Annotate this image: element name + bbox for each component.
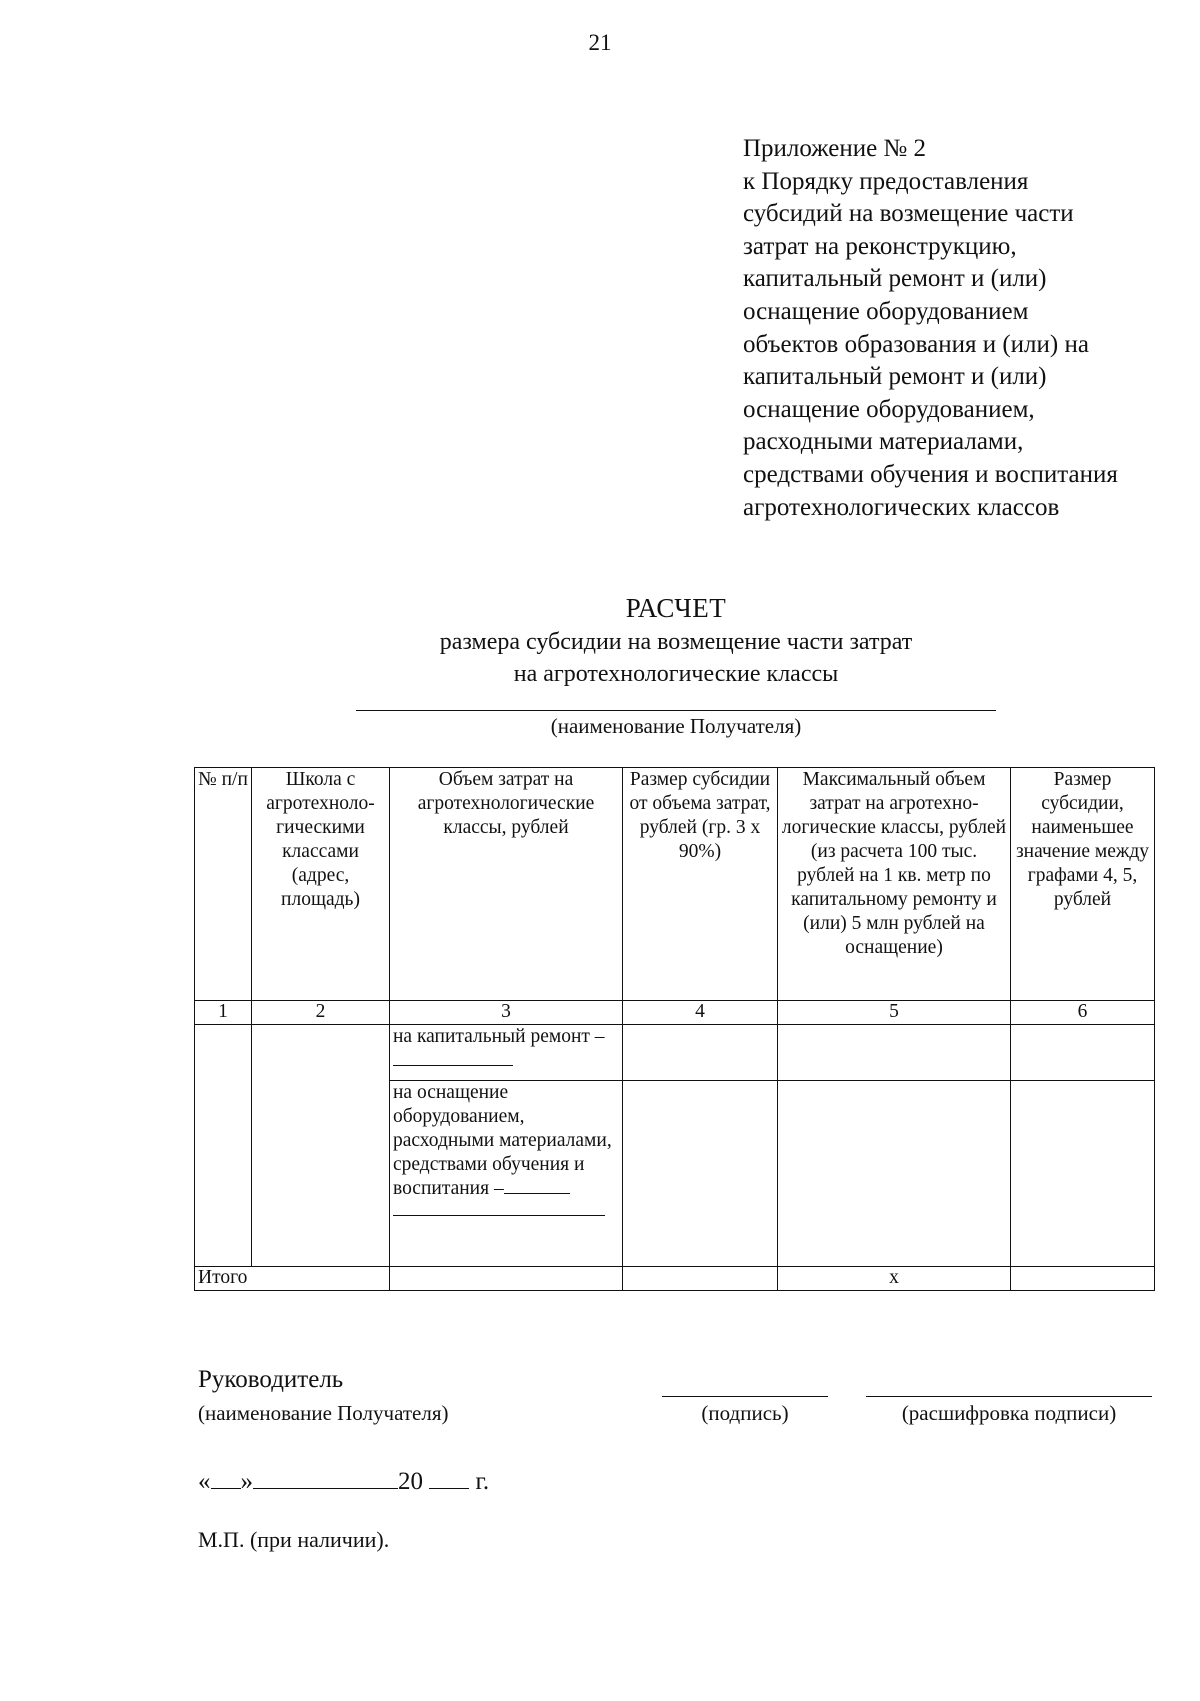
- appendix-line: оснащение оборудованием,: [743, 395, 1035, 423]
- cell-equipment-costs: [390, 1081, 623, 1267]
- cell-empty: [390, 1267, 623, 1291]
- table-total-row: [195, 1267, 1155, 1291]
- appendix-line: к Порядку предоставления: [743, 167, 1029, 195]
- document-subtitle: [0, 626, 1200, 690]
- date-close-quote: »: [240, 1468, 253, 1495]
- date-year-suffix: г.: [475, 1468, 490, 1495]
- page-number: 21: [588, 30, 612, 55]
- signature-decode-caption: (расшифровка подписи): [901, 1401, 1117, 1425]
- date-open-quote: «: [198, 1468, 211, 1495]
- cell-empty: [778, 1081, 1011, 1267]
- repair-label: на капитальный ремонт –: [393, 1026, 605, 1047]
- appendix-line: затрат на реконструкцию,: [743, 232, 1017, 260]
- calculation-table: [194, 767, 1155, 1291]
- appendix-line: агротехнологических классов: [743, 493, 1060, 521]
- appendix-line: капитальный ремонт и (или): [743, 265, 1047, 293]
- header-cell-costs: Объем затрат на агротехнологические классы, рублей: [390, 768, 623, 1001]
- appendix-block: [743, 133, 1118, 524]
- cell-repair-costs: [390, 1025, 623, 1081]
- date-year-blank: [429, 1466, 469, 1489]
- repair-amount-blank: [393, 1065, 513, 1066]
- total-label: Итого: [195, 1267, 390, 1291]
- column-number: 2: [252, 1001, 390, 1025]
- signature-caption: (подпись): [701, 1401, 789, 1425]
- total-max-costs: х: [778, 1267, 1011, 1291]
- appendix-line: капитальный ремонт и (или): [743, 363, 1047, 391]
- table-header-row: [195, 768, 1155, 1001]
- cell-empty: [1011, 1025, 1155, 1081]
- column-number: 3: [390, 1001, 623, 1025]
- recipient-name-line: [356, 710, 996, 711]
- cell-empty: [1011, 1267, 1155, 1291]
- appendix-line: субсидий на возмещение части: [743, 200, 1074, 228]
- stamp-note: М.П. (при наличии).: [198, 1527, 390, 1552]
- cell-empty: [778, 1025, 1011, 1081]
- equipment-amount-blank: [504, 1193, 570, 1194]
- equipment-label: на оснащение оборудованием, расходными материалами, средствами обучения и воспитания –: [393, 1082, 612, 1199]
- cell-empty: [623, 1267, 778, 1291]
- cell-empty: [1011, 1081, 1155, 1267]
- subtitle-line-2: на агротехнологические классы: [513, 661, 839, 687]
- appendix-line: оснащение оборудованием: [743, 297, 1029, 325]
- column-number: 5: [778, 1001, 1011, 1025]
- cell-empty: [623, 1025, 778, 1081]
- column-number: 4: [623, 1001, 778, 1025]
- signature-line: [662, 1396, 828, 1397]
- subtitle-line-1: размера субсидии на возмещение части затрат: [439, 629, 913, 655]
- date-year-prefix: 20: [398, 1468, 423, 1495]
- appendix-line: объектов образования и (или) на: [743, 330, 1089, 358]
- head-label: Руководитель: [198, 1366, 344, 1393]
- header-cell-number: № п/п: [195, 768, 252, 1001]
- table-number-row: [195, 1001, 1155, 1025]
- header-cell-subsidy-min: Размер субсидии, наименьшее значение между графами 4, 5, рублей: [1011, 768, 1155, 1001]
- cell-empty: [623, 1081, 778, 1267]
- appendix-line: средствами обучения и воспитания: [743, 460, 1118, 488]
- column-number: 1: [195, 1001, 252, 1025]
- appendix-line: расходными материалами,: [743, 428, 1024, 456]
- header-cell-subsidy: Размер субсидии от объема затрат, рублей (гр. 3 х 90%): [623, 768, 778, 1001]
- equipment-amount-blank-2: [393, 1201, 605, 1216]
- date-month-blank: [253, 1466, 398, 1489]
- table-row-repair: [195, 1025, 1155, 1081]
- head-recipient-caption: (наименование Получателя): [198, 1401, 449, 1425]
- recipient-caption: (наименование Получателя): [550, 714, 802, 738]
- date-day-blank: [211, 1466, 241, 1489]
- appendix-line: Приложение № 2: [743, 135, 927, 162]
- header-cell-school: Школа с агротехноло-гическими классами (адрес, площадь): [252, 768, 390, 1001]
- cell-school-empty: [252, 1025, 390, 1267]
- cell-number-empty: [195, 1025, 252, 1267]
- signature-decode-line: [866, 1396, 1152, 1397]
- header-cell-max-costs: Максимальный объем затрат на агротехно-логические классы, рублей (из расчета 100 тыс. рублей на 1 кв. метр по капитальному ремонту и (или) 5 млн рублей на оснащение): [778, 768, 1011, 1001]
- document-title: РАСЧЕТ: [625, 593, 727, 623]
- date-line: [198, 1466, 489, 1496]
- column-number: 6: [1011, 1001, 1155, 1025]
